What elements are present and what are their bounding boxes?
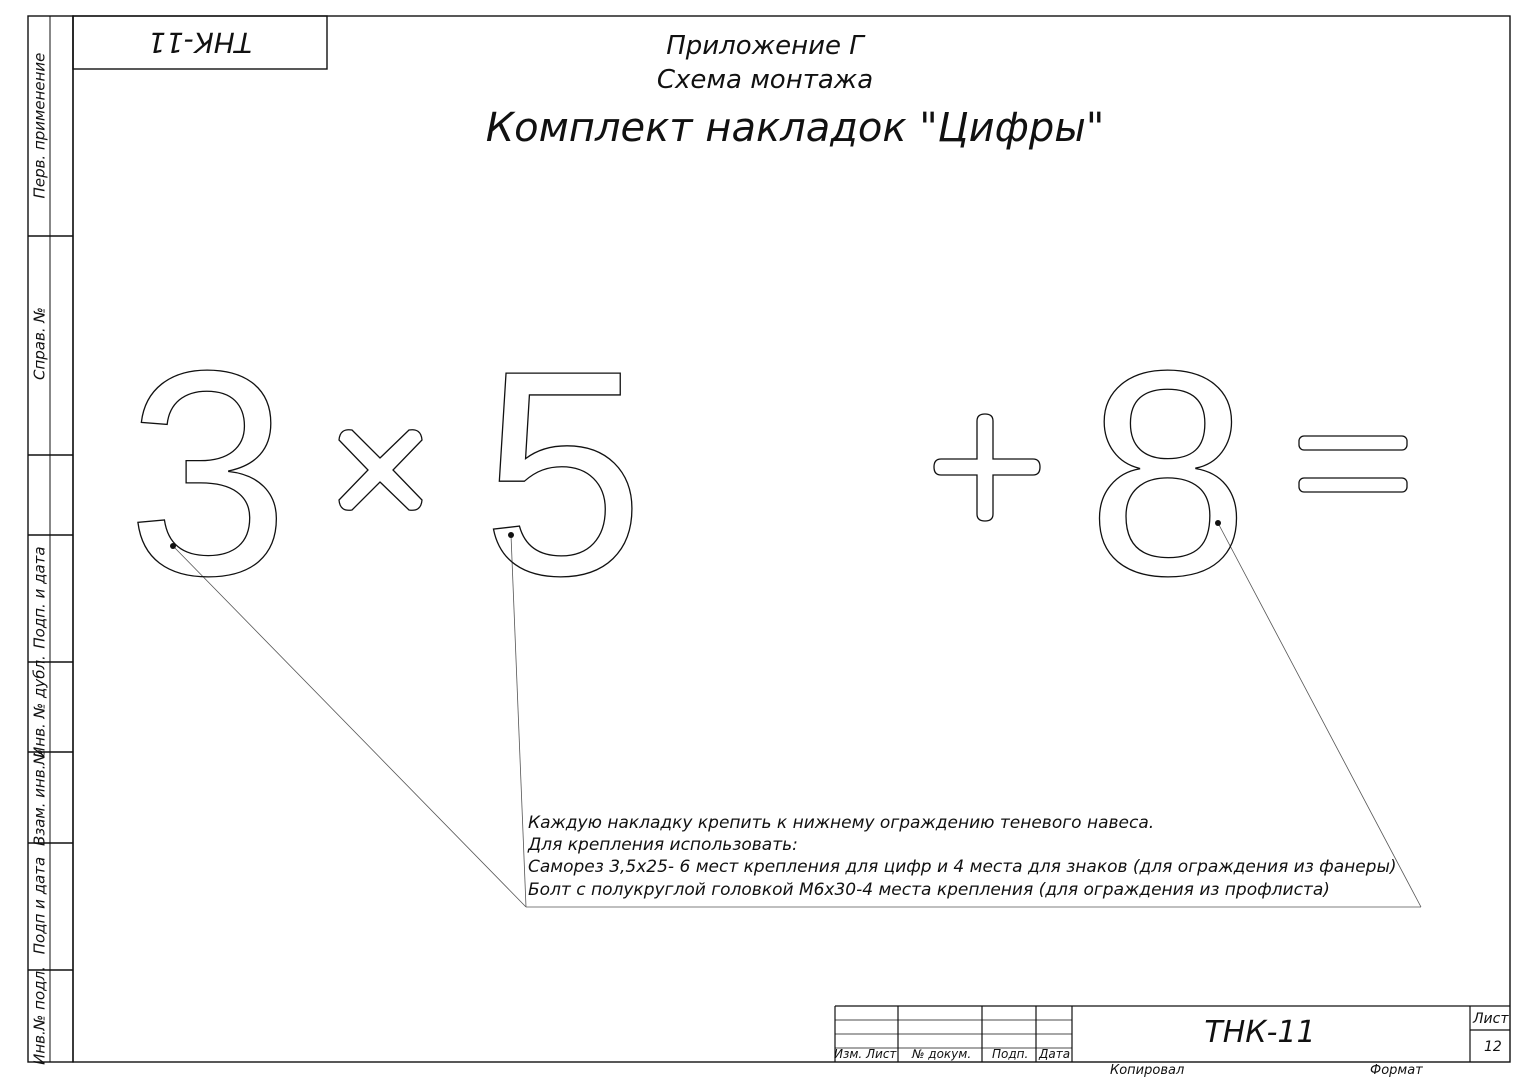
figure-outlines (127, 310, 1249, 636)
col-list: Лист (866, 1047, 897, 1061)
side-label-podp-data-1: Подп. и дата (30, 546, 49, 649)
sheet-number: 12 (1484, 1039, 1502, 1055)
side-label-perv-primenenie: Перв. применение (30, 52, 49, 199)
side-label-inv-podl: Инв.№ подл. (30, 966, 49, 1065)
note-line-4: Болт с полукруглой головкой М6х30-4 места крепления (для ограждения из профлиста) (528, 880, 1330, 900)
format-label: Формат (1370, 1063, 1423, 1078)
col-podp: Подп. (992, 1047, 1029, 1061)
plus-sign (934, 414, 1040, 521)
copied-label: Копировал (1110, 1063, 1185, 1078)
col-doc: № докум. (912, 1047, 972, 1061)
multiply-sign (339, 430, 422, 511)
corner-stamp: ТНК-11 (148, 26, 252, 59)
side-label-vzam-inv: Взам. инв.№ (30, 748, 49, 847)
note-line-1: Каждую накладку крепить к нижнему ограждению теневого навеса. (528, 813, 1155, 833)
side-label-inv-dubl: Инв. № дубл. (30, 655, 49, 758)
sheet-label: Лист (1473, 1011, 1509, 1027)
col-izm: Изм. (834, 1047, 863, 1061)
note-line-3: Саморез 3,5х25- 6 мест крепления для цифр и 4 места для знаков (для ограждения из фанеры) (528, 857, 1397, 877)
scheme-title: Схема монтажа (656, 65, 874, 95)
digit-8: 8 (1086, 310, 1250, 636)
appendix-title: Приложение Г (666, 31, 864, 61)
col-data: Дата (1039, 1047, 1071, 1061)
page-title: Комплект накладок "Цифры" (485, 105, 1105, 151)
digit-5: 5 (481, 310, 645, 636)
side-label-podp-data-2: Подп и дата (30, 856, 49, 955)
leader-dots (170, 520, 1221, 549)
designation: ТНК-11 (1204, 1015, 1316, 1050)
digit-3: 3 (126, 310, 290, 636)
side-label-sprav-no: Справ. № (30, 307, 49, 380)
note-line-2: Для крепления использовать: (528, 835, 798, 855)
equals-sign (1299, 436, 1407, 492)
